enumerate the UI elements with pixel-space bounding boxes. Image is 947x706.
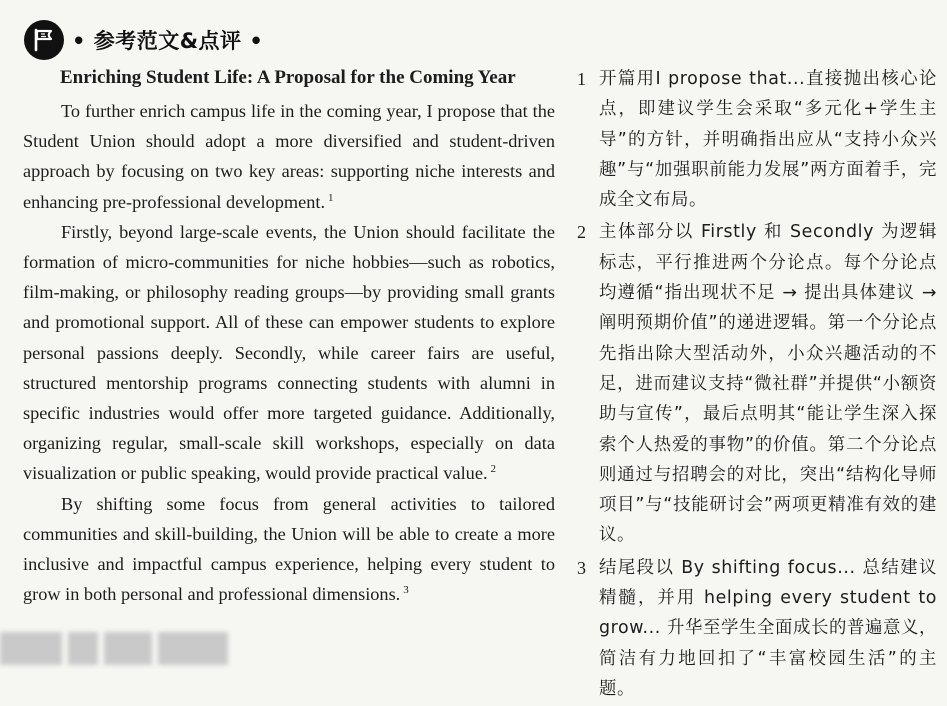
comment-number: 2 [577, 222, 586, 243]
blur-block [158, 632, 228, 665]
section-title: • 参考范文&点评 • [72, 29, 264, 53]
flag-icon [24, 20, 64, 60]
section-header [24, 20, 263, 60]
essay-title: Enriching Student Life: A Proposal for the Coming Year [60, 67, 516, 88]
paragraph-text: By shifting some focus from general activities to tailored communities and skill-building, the Union will be able to create a more inclusive and impactful campus experience, helping every student to grow in both personal and professional dimensions. [23, 493, 555, 605]
note-marker: 2 [490, 463, 497, 476]
blur-block [0, 632, 62, 665]
comment-item [577, 64, 937, 215]
comment-text: 开篇用I propose that...直接抛出核心论点，即建议学生会采取“多元化+学生主导”的方针，并明确指出应从“支持小众兴趣”与“加强职前能力发展”两方面着手，完成全文布局。 [599, 69, 937, 211]
comment-number: 3 [577, 557, 586, 578]
blur-block [68, 632, 98, 665]
paragraph-text: Firstly, beyond large-scale events, the Union should facilitate the formation of micro-communities for niche hobbies—such as robotics, film-making, or philosophy reading groups—by providing small grants and promotional support. All of these can empower students to explore personal passions deeply. Secondly, while career fairs are useful, structured mentorship programs connecting students with alumni in specific industries would offer more targeted guidance. Additionally, organizing regular, small-scale skill workshops, especially on data visualization or public speaking, would provide practical value. [23, 221, 555, 484]
comment-item [577, 217, 937, 550]
comment-text: 主体部分以 Firstly 和 Secondly 为逻辑标志，平行推进两个分论点。每个分论点均遵循“指出现状不足 → 提出具体建议 → 阐明预期价值”的递进逻辑。第一个分论点先指出除大型活动外，小众兴趣活动的不足，进而建议支持“微社群”并提供“小额资助与宣传”，最后点明其“能让学生深入探索个人热爱的事物”的价值。第二个分论点则通过与招聘会的对比，突出“结构化导师项目”与“技能研讨会”两项更精准有效的建议。 [599, 222, 937, 546]
note-marker: 1 [328, 191, 334, 204]
comment-text: 结尾段以 By shifting focus... 总结建议精髓，并用 helping every student to grow... 升华至学生全面成长的普遍意义，简洁有力地回扣了“丰富校园生活”的主题。 [599, 557, 937, 699]
blur-block [104, 632, 152, 665]
essay-paragraph-1 [23, 96, 555, 217]
essay-paragraph-3 [23, 489, 555, 610]
blurred-footer [0, 632, 250, 665]
comment-item [577, 553, 937, 704]
flag-glyph [31, 27, 57, 53]
paragraph-text: To further enrich campus life in the coming year, I propose that the Student Union should adopt a more diversified and student-driven approach by focusing on two key areas: supporting niche interests and enhancing pre-professional development. [23, 101, 555, 212]
note-marker: 3 [403, 584, 409, 597]
commentary [577, 64, 937, 706]
model-essay [23, 64, 555, 609]
essay-paragraph-2 [23, 217, 555, 489]
comment-number: 1 [577, 69, 586, 89]
